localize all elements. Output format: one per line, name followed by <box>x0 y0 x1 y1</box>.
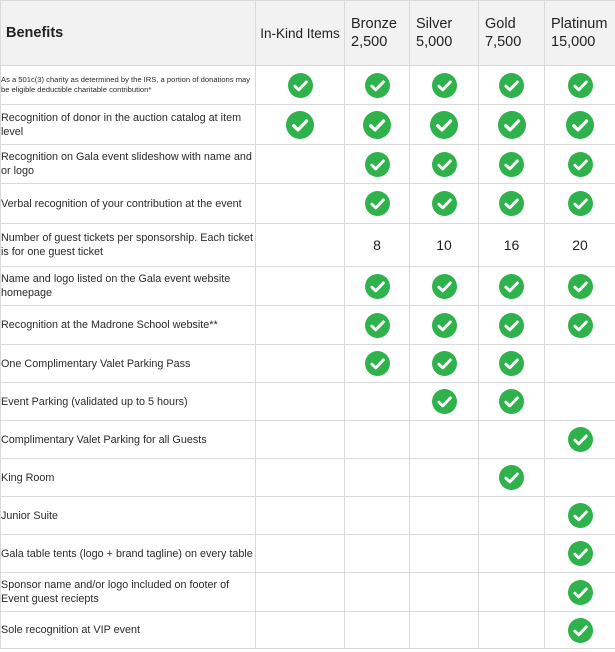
benefit-row <box>1 535 615 573</box>
guest-ticket-count: 8 <box>345 224 410 267</box>
benefits-body <box>1 66 615 649</box>
cell-platinum <box>545 612 615 649</box>
benefit-row <box>1 306 615 345</box>
benefit-label: King Room <box>1 459 256 497</box>
check-circle-icon <box>432 389 457 414</box>
cell-in-kind <box>256 383 345 421</box>
cell-silver <box>410 66 479 105</box>
cell-platinum <box>545 345 615 383</box>
cell-bronze <box>345 66 410 105</box>
tier-header-silver <box>410 1 479 66</box>
cell-silver <box>410 535 479 573</box>
check-circle-icon <box>568 503 593 528</box>
check-circle-icon <box>432 152 457 177</box>
check-circle-icon <box>568 274 593 299</box>
cell-in-kind <box>256 267 345 306</box>
benefit-row <box>1 224 615 267</box>
benefit-label: Recognition at the Madrone School website** <box>1 306 256 345</box>
check-circle-icon <box>365 152 390 177</box>
cell-in-kind <box>256 612 345 649</box>
benefit-label: Sole recognition at VIP event <box>1 612 256 649</box>
check-circle-icon <box>499 465 524 490</box>
cell-silver <box>410 383 479 421</box>
cell-platinum <box>545 535 615 573</box>
cell-bronze <box>345 184 410 224</box>
check-circle-icon <box>499 191 524 216</box>
benefit-row <box>1 345 615 383</box>
cell-in-kind <box>256 145 345 184</box>
check-circle-icon <box>288 73 313 98</box>
check-circle-icon <box>498 111 526 139</box>
check-circle-icon <box>499 73 524 98</box>
check-circle-icon <box>499 274 524 299</box>
benefit-label: Number of guest tickets per sponsorship. Each ticket is for one guest ticket <box>1 224 256 267</box>
benefit-row <box>1 421 615 459</box>
check-circle-icon <box>430 111 458 139</box>
cell-platinum <box>545 267 615 306</box>
cell-gold <box>479 66 545 105</box>
benefit-row <box>1 184 615 224</box>
check-circle-icon <box>432 274 457 299</box>
cell-gold <box>479 612 545 649</box>
cell-in-kind <box>256 459 345 497</box>
check-circle-icon <box>568 152 593 177</box>
cell-silver <box>410 345 479 383</box>
cell-bronze <box>345 105 410 145</box>
in-kind-header: In-Kind Items <box>256 1 345 66</box>
benefit-label: Event Parking (validated up to 5 hours) <box>1 383 256 421</box>
cell-in-kind <box>256 105 345 145</box>
benefit-row <box>1 66 615 105</box>
cell-silver <box>410 145 479 184</box>
header-row <box>1 1 615 66</box>
cell-bronze <box>345 459 410 497</box>
cell-platinum <box>545 184 615 224</box>
cell-gold <box>479 345 545 383</box>
benefit-label: Gala table tents (logo + brand tagline) on every table <box>1 535 256 573</box>
tier-amount: 7,500 <box>485 34 522 50</box>
check-circle-icon <box>568 541 593 566</box>
check-circle-icon <box>568 580 593 605</box>
cell-silver <box>410 573 479 612</box>
cell-silver <box>410 497 479 535</box>
check-circle-icon <box>566 111 594 139</box>
check-circle-icon <box>568 313 593 338</box>
check-circle-icon <box>568 191 593 216</box>
benefit-row <box>1 267 615 306</box>
guest-ticket-count: 16 <box>479 224 545 267</box>
cell-platinum <box>545 383 615 421</box>
tier-amount: 2,500 <box>351 34 388 50</box>
cell-platinum <box>545 421 615 459</box>
check-circle-icon <box>432 191 457 216</box>
cell-gold <box>479 573 545 612</box>
benefit-row <box>1 145 615 184</box>
cell-platinum <box>545 145 615 184</box>
cell-in-kind <box>256 573 345 612</box>
cell-in-kind <box>256 66 345 105</box>
check-circle-icon <box>365 274 390 299</box>
check-circle-icon <box>568 427 593 452</box>
tier-header-platinum <box>545 1 615 66</box>
benefit-label: Recognition of donor in the auction catalog at item level <box>1 105 256 145</box>
cell-gold <box>479 535 545 573</box>
cell-platinum <box>545 497 615 535</box>
benefit-label: Sponsor name and/or logo included on footer of Event guest reciepts <box>1 573 256 612</box>
benefit-label: Name and logo listed on the Gala event website homepage <box>1 267 256 306</box>
tier-name: Gold <box>485 16 516 32</box>
cell-silver <box>410 421 479 459</box>
cell-gold <box>479 184 545 224</box>
cell-in-kind <box>256 421 345 459</box>
guest-ticket-count: 20 <box>545 224 615 267</box>
benefit-label: Junior Suite <box>1 497 256 535</box>
check-circle-icon <box>568 73 593 98</box>
tier-amount: 5,000 <box>416 34 453 50</box>
cell-bronze <box>345 612 410 649</box>
cell-in-kind <box>256 535 345 573</box>
cell-silver <box>410 306 479 345</box>
cell-silver <box>410 459 479 497</box>
cell-platinum <box>545 66 615 105</box>
benefit-label: Complimentary Valet Parking for all Guests <box>1 421 256 459</box>
check-circle-icon <box>365 191 390 216</box>
cell-gold <box>479 105 545 145</box>
check-circle-icon <box>499 152 524 177</box>
benefit-row <box>1 105 615 145</box>
cell-in-kind <box>256 184 345 224</box>
cell-bronze <box>345 306 410 345</box>
cell-gold <box>479 383 545 421</box>
benefit-row <box>1 383 615 421</box>
benefits-header: Benefits <box>1 1 256 66</box>
tier-name: Bronze <box>351 16 397 32</box>
check-circle-icon <box>499 313 524 338</box>
check-circle-icon <box>432 313 457 338</box>
cell-bronze <box>345 345 410 383</box>
cell-platinum <box>545 306 615 345</box>
cell-bronze <box>345 497 410 535</box>
cell-in-kind <box>256 306 345 345</box>
check-circle-icon <box>432 73 457 98</box>
benefit-label: As a 501c(3) charity as determined by the IRS, a portion of donations may be eligible deductible charitable contribution* <box>1 66 256 105</box>
cell-bronze <box>345 421 410 459</box>
benefit-row <box>1 459 615 497</box>
tier-name: Silver <box>416 16 453 32</box>
check-circle-icon <box>499 389 524 414</box>
tier-header-gold <box>479 1 545 66</box>
check-circle-icon <box>432 351 457 376</box>
cell-gold <box>479 306 545 345</box>
check-circle-icon <box>568 618 593 643</box>
cell-silver <box>410 105 479 145</box>
benefit-label: Verbal recognition of your contribution at the event <box>1 184 256 224</box>
cell-in-kind <box>256 497 345 535</box>
cell-silver <box>410 267 479 306</box>
benefit-label: One Complimentary Valet Parking Pass <box>1 345 256 383</box>
cell-gold <box>479 267 545 306</box>
check-circle-icon <box>499 351 524 376</box>
cell-bronze <box>345 573 410 612</box>
cell-bronze <box>345 383 410 421</box>
cell-gold <box>479 145 545 184</box>
cell-silver <box>410 612 479 649</box>
cell-silver <box>410 184 479 224</box>
guest-ticket-count: 10 <box>410 224 479 267</box>
cell-bronze <box>345 535 410 573</box>
tier-amount: 15,000 <box>551 34 596 50</box>
cell-platinum <box>545 573 615 612</box>
check-circle-icon <box>365 73 390 98</box>
benefit-row <box>1 573 615 612</box>
tier-header-bronze <box>345 1 410 66</box>
tier-name: Platinum <box>551 16 608 32</box>
cell-gold <box>479 421 545 459</box>
benefit-row <box>1 612 615 649</box>
cell-platinum <box>545 459 615 497</box>
check-circle-icon <box>363 111 391 139</box>
check-circle-icon <box>365 313 390 338</box>
cell-platinum <box>545 105 615 145</box>
benefit-row <box>1 497 615 535</box>
cell-bronze <box>345 267 410 306</box>
cell-in-kind <box>256 345 345 383</box>
cell-gold <box>479 497 545 535</box>
benefit-label: Recognition on Gala event slideshow with name and or logo <box>1 145 256 184</box>
check-circle-icon <box>365 351 390 376</box>
cell-bronze <box>345 145 410 184</box>
cell-gold <box>479 459 545 497</box>
check-circle-icon <box>286 111 314 139</box>
cell-in-kind <box>256 224 345 267</box>
